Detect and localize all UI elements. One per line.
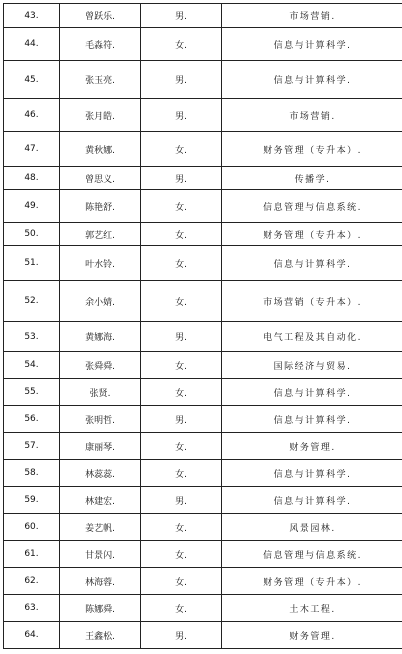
student-gender: 男. <box>175 496 187 507</box>
student-gender: 女. <box>175 297 187 308</box>
row-number: 46. <box>24 110 39 120</box>
student-gender: 男. <box>175 111 187 122</box>
student-major-cell <box>222 223 402 246</box>
student-name: 张贤. <box>89 388 111 399</box>
row-number: 47. <box>24 144 39 154</box>
row-number-cell <box>4 622 60 649</box>
table-row <box>4 28 402 61</box>
student-gender-cell <box>141 460 222 487</box>
student-gender: 女. <box>175 442 187 453</box>
student-major-cell <box>222 352 402 379</box>
student-gender: 女. <box>175 469 187 480</box>
student-gender-cell <box>141 28 222 61</box>
student-major: 市场营销. <box>289 111 336 122</box>
student-major: 信息与计算科学. <box>273 259 352 270</box>
row-number: 43. <box>24 10 39 21</box>
student-name-cell <box>60 61 141 99</box>
row-number-cell <box>4 28 60 61</box>
student-table <box>3 3 402 649</box>
row-number: 52. <box>24 296 39 306</box>
table-row <box>4 406 402 433</box>
row-number-cell <box>4 61 60 99</box>
row-number-cell <box>4 322 60 352</box>
student-name-cell <box>60 4 141 28</box>
student-major-cell <box>222 281 402 322</box>
student-gender: 女. <box>175 577 187 588</box>
student-major-cell <box>222 568 402 595</box>
table-row <box>4 541 402 568</box>
student-major-cell <box>222 167 402 190</box>
row-number: 56. <box>24 414 39 424</box>
student-major: 风景园林. <box>289 523 336 534</box>
student-name-cell <box>60 99 141 132</box>
student-name: 林建宏. <box>85 496 115 507</box>
student-name-cell <box>60 322 141 352</box>
table-row <box>4 433 402 460</box>
student-gender: 男. <box>175 174 187 185</box>
row-number-cell <box>4 595 60 622</box>
student-major: 信息与计算科学. <box>273 496 352 507</box>
row-number-cell <box>4 190 60 223</box>
student-name: 林海蓉. <box>85 577 115 588</box>
student-name-cell <box>60 132 141 167</box>
row-number-cell <box>4 246 60 281</box>
student-gender: 女. <box>175 145 187 156</box>
row-number-cell <box>4 223 60 246</box>
table-row <box>4 568 402 595</box>
table-row <box>4 514 402 541</box>
row-number-cell <box>4 568 60 595</box>
student-major-cell <box>222 322 402 352</box>
table-row <box>4 595 402 622</box>
student-name-cell <box>60 28 141 61</box>
student-major-cell <box>222 514 402 541</box>
table-row <box>4 352 402 379</box>
student-gender: 女. <box>175 604 187 615</box>
student-major-cell <box>222 406 402 433</box>
student-major: 国际经济与贸易. <box>273 361 352 372</box>
student-name: 康丽琴. <box>85 442 115 453</box>
row-number-cell <box>4 460 60 487</box>
student-name: 叶水铃. <box>85 259 115 270</box>
student-name: 陈娜舜. <box>85 604 115 615</box>
table-row <box>4 281 402 322</box>
student-gender-cell <box>141 406 222 433</box>
row-number: 53. <box>24 331 39 342</box>
row-number: 64. <box>24 630 39 640</box>
student-gender: 女. <box>175 230 187 241</box>
row-number: 57. <box>24 441 39 451</box>
student-gender: 男. <box>175 12 187 22</box>
student-major: 土木工程. <box>289 604 336 615</box>
table-row <box>4 223 402 246</box>
student-name-cell <box>60 433 141 460</box>
student-major-cell <box>222 190 402 223</box>
student-gender-cell <box>141 622 222 649</box>
student-major-cell <box>222 541 402 568</box>
row-number-cell <box>4 132 60 167</box>
row-number: 48. <box>24 173 39 183</box>
student-major: 信息管理与信息系统. <box>263 550 362 561</box>
table-row <box>4 622 402 649</box>
student-gender-cell <box>141 167 222 190</box>
student-name-cell <box>60 190 141 223</box>
student-name-cell <box>60 541 141 568</box>
student-major-cell <box>222 99 402 132</box>
table-row <box>4 190 402 223</box>
row-number-cell <box>4 281 60 322</box>
row-number-cell <box>4 352 60 379</box>
student-name: 张舜舜. <box>85 361 115 372</box>
student-gender-cell <box>141 132 222 167</box>
row-number: 59. <box>24 495 39 505</box>
row-number: 55. <box>24 387 39 397</box>
student-major: 信息与计算科学. <box>273 40 352 51</box>
student-major: 信息管理与信息系统. <box>263 202 362 213</box>
student-gender: 女. <box>175 40 187 51</box>
student-gender-cell <box>141 322 222 352</box>
student-name-cell <box>60 379 141 406</box>
table-row <box>4 61 402 99</box>
row-number-cell <box>4 167 60 190</box>
student-major: 财务管理（专升本）. <box>263 577 362 588</box>
student-name-cell <box>60 406 141 433</box>
row-number-cell <box>4 541 60 568</box>
row-number-cell <box>4 99 60 132</box>
student-name-cell <box>60 223 141 246</box>
student-gender-cell <box>141 99 222 132</box>
row-number: 49. <box>24 201 39 211</box>
student-major: 传播学. <box>294 174 331 185</box>
student-major-cell <box>222 487 402 514</box>
student-major: 电气工程及其自动化. <box>263 333 362 343</box>
student-name-cell <box>60 352 141 379</box>
student-gender: 男. <box>175 333 187 343</box>
student-major: 财务管理（专升本）. <box>263 145 362 156</box>
student-gender: 男. <box>175 76 187 86</box>
student-gender: 女. <box>175 388 187 399</box>
student-major-cell <box>222 379 402 406</box>
table-row <box>4 132 402 167</box>
student-name: 黄秋娜. <box>85 145 115 156</box>
row-number-cell <box>4 487 60 514</box>
student-name: 陈艳舒. <box>85 202 115 213</box>
student-gender-cell <box>141 514 222 541</box>
student-gender: 女. <box>175 361 187 372</box>
row-number: 45. <box>24 74 39 85</box>
student-gender-cell <box>141 379 222 406</box>
row-number: 50. <box>24 229 39 239</box>
student-gender-cell <box>141 61 222 99</box>
row-number: 61. <box>24 549 39 559</box>
student-name: 林蕊蕊. <box>85 469 115 480</box>
student-gender-cell <box>141 190 222 223</box>
row-number-cell <box>4 433 60 460</box>
student-major: 财务管理. <box>289 442 336 453</box>
table-row <box>4 487 402 514</box>
student-major: 市场营销（专升本）. <box>263 297 362 308</box>
student-name-cell <box>60 595 141 622</box>
student-name: 张明哲. <box>85 415 115 426</box>
row-number-cell <box>4 406 60 433</box>
table-row <box>4 99 402 132</box>
student-name-cell <box>60 167 141 190</box>
student-name-cell <box>60 487 141 514</box>
student-major: 市场营销. <box>289 12 336 22</box>
row-number-cell <box>4 4 60 28</box>
student-major: 信息与计算科学. <box>273 388 352 399</box>
student-major-cell <box>222 460 402 487</box>
student-gender: 女. <box>175 550 187 561</box>
student-major-cell <box>222 622 402 649</box>
student-major-cell <box>222 246 402 281</box>
student-name: 郭艺红. <box>85 230 115 241</box>
student-gender: 女. <box>175 259 187 270</box>
table-row <box>4 246 402 281</box>
student-gender-cell <box>141 487 222 514</box>
student-major: 财务管理. <box>289 631 336 642</box>
student-major-cell <box>222 433 402 460</box>
student-gender-cell <box>141 595 222 622</box>
student-name-cell <box>60 281 141 322</box>
student-major: 信息与计算科学. <box>273 415 352 426</box>
student-name: 甘景闪. <box>85 550 115 561</box>
table-row <box>4 379 402 406</box>
student-gender-cell <box>141 281 222 322</box>
student-name-cell <box>60 568 141 595</box>
table-row <box>4 322 402 352</box>
row-number-cell <box>4 379 60 406</box>
student-name: 曾跃乐. <box>85 12 115 22</box>
student-table-body <box>4 4 402 649</box>
student-major-cell <box>222 132 402 167</box>
student-gender-cell <box>141 433 222 460</box>
student-name: 张月皓. <box>85 111 115 122</box>
row-number: 54. <box>24 360 39 370</box>
row-number: 58. <box>24 468 39 478</box>
row-number: 44. <box>24 39 39 49</box>
row-number: 62. <box>24 576 39 586</box>
student-name: 王鑫松. <box>85 631 115 642</box>
student-name: 黄娜海. <box>85 333 115 343</box>
student-major-cell <box>222 4 402 28</box>
table-row <box>4 167 402 190</box>
student-gender: 男. <box>175 415 187 426</box>
row-number-cell <box>4 514 60 541</box>
student-major: 信息与计算科学. <box>273 469 352 480</box>
row-number: 51. <box>24 258 39 268</box>
student-major-cell <box>222 28 402 61</box>
student-gender-cell <box>141 223 222 246</box>
student-gender: 男. <box>175 631 187 642</box>
student-name: 曾思义. <box>85 174 115 185</box>
student-name: 毛淼符. <box>85 40 115 51</box>
student-gender-cell <box>141 4 222 28</box>
row-number: 63. <box>24 603 39 613</box>
student-name-cell <box>60 514 141 541</box>
student-gender-cell <box>141 246 222 281</box>
student-major-cell <box>222 61 402 99</box>
student-major: 信息与计算科学. <box>273 76 352 86</box>
student-name-cell <box>60 246 141 281</box>
student-gender-cell <box>141 568 222 595</box>
student-name: 姜艺帆. <box>85 523 115 534</box>
student-name-cell <box>60 622 141 649</box>
student-name-cell <box>60 460 141 487</box>
table-row <box>4 460 402 487</box>
student-gender: 女. <box>175 523 187 534</box>
student-name: 余小婧. <box>85 297 115 308</box>
row-number: 60. <box>24 522 39 532</box>
student-name: 张玉亮. <box>85 76 115 86</box>
student-gender-cell <box>141 541 222 568</box>
table-row <box>4 4 402 28</box>
student-gender-cell <box>141 352 222 379</box>
student-gender: 女. <box>175 202 187 213</box>
student-major-cell <box>222 595 402 622</box>
student-major: 财务管理（专升本）. <box>263 230 362 241</box>
